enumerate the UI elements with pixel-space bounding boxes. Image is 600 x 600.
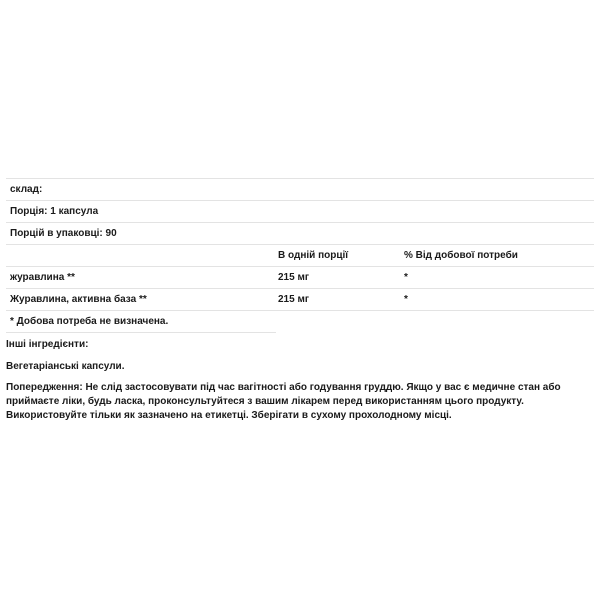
servings-per-pack-row — [6, 222, 594, 244]
column-header-daily-value: % Від добової потреби — [404, 250, 518, 261]
servings-per-pack: Порцій в упаковці: 90 — [10, 228, 117, 239]
serving-row — [6, 200, 594, 222]
ingredient-daily-value: * — [404, 272, 408, 283]
table-row — [6, 288, 594, 310]
serving-size: Порція: 1 капсула — [10, 206, 99, 217]
footnote-row — [6, 310, 594, 332]
composition-title: склад: — [10, 184, 43, 195]
ingredient-amount: 215 мг — [278, 272, 310, 283]
ingredient-amount: 215 мг — [278, 294, 310, 305]
warning-text: Попередження: Не слід застосовувати під час вагітності або годування груддю. Якщо у вас є медичне стан або приймаєте ліки, будь ласка, проконсультуйтеся з вашим лікарем перед використанням цього продукту. Використовуйте тільки як зазначено на етикетці. Зберігати в сухому прохолодному місці. — [6, 382, 561, 421]
footnote: * Добова потреба не визначена. — [10, 316, 169, 327]
other-ingredients-title: Інші інгредієнти: — [6, 339, 89, 350]
footnote-divider — [6, 332, 276, 333]
supplement-facts-table — [6, 178, 594, 332]
composition-title-row — [6, 178, 594, 200]
ingredient-name: журавлина ** — [10, 272, 75, 283]
table-row — [6, 266, 594, 288]
ingredient-daily-value: * — [404, 294, 408, 305]
column-header-row — [6, 244, 594, 266]
other-ingredients-text: Вегетаріанські капсули. — [6, 361, 125, 372]
ingredient-name: Журавлина, активна база ** — [10, 294, 147, 305]
column-header-per-serving: В одній порції — [278, 250, 349, 261]
